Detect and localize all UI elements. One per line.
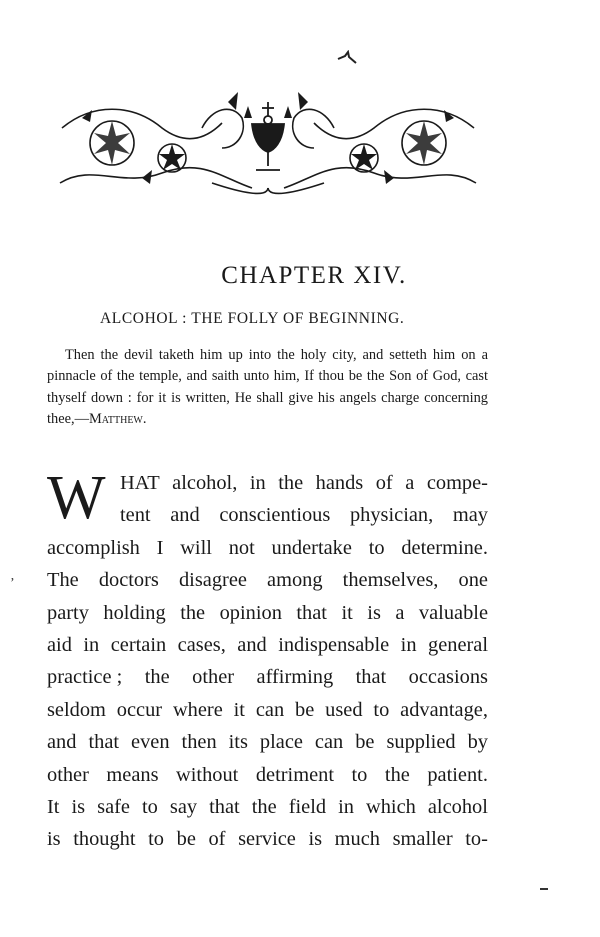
body-word: disagree — [178, 569, 247, 592]
chapter-title: CHAPTER XIV. — [221, 262, 407, 289]
body-word: themselves, — [342, 569, 439, 592]
body-word: and — [237, 634, 267, 656]
body-word: It — [47, 796, 60, 818]
body-word: a — [405, 472, 415, 494]
body-word: where — [172, 698, 223, 721]
body-line — [47, 759, 488, 791]
body-word: seldom — [47, 698, 106, 721]
floral-chalice-ornament-icon — [52, 88, 484, 203]
body-word: alcohol — [427, 796, 488, 818]
body-word: hands — [315, 472, 364, 494]
body-word: is — [308, 828, 323, 851]
body-word: may — [452, 504, 488, 527]
body-word: that — [209, 796, 240, 818]
body-word: it — [233, 698, 245, 721]
body-word: much — [334, 828, 380, 851]
body-word: advantage, — [400, 698, 488, 721]
body-word: in — [83, 634, 100, 656]
body-line — [120, 499, 488, 531]
body-word: means — [106, 763, 159, 786]
body-word: the — [251, 796, 277, 818]
body-word: say — [169, 796, 198, 818]
body-word: which — [366, 796, 416, 818]
body-word: place — [259, 731, 303, 754]
body-word: to — [148, 828, 165, 851]
body-word: general — [428, 634, 488, 656]
body-word: The — [47, 569, 79, 592]
body-word: tent — [120, 504, 151, 527]
body-word: to — [351, 763, 368, 786]
body-line — [47, 629, 488, 661]
body-word: other — [192, 666, 235, 689]
body-word: to — [373, 698, 390, 721]
body-word: of — [375, 472, 393, 494]
body-word: patient. — [427, 763, 488, 786]
margin-mark-icon: ’ — [10, 576, 15, 591]
body-word: physician, — [349, 504, 434, 527]
body-word: occur — [116, 698, 163, 721]
body-word: detriment — [255, 763, 334, 786]
body-word: HAT — [120, 472, 160, 494]
body-word: even — [131, 731, 170, 754]
body-word: the — [278, 472, 304, 494]
body-word: is — [47, 828, 61, 851]
body-word: be — [295, 698, 315, 721]
body-word: to — [368, 536, 385, 559]
body-word: service — [238, 828, 296, 851]
body-word: thought — [73, 828, 136, 851]
body-word: in — [249, 472, 266, 494]
body-line — [47, 694, 488, 726]
body-line — [120, 467, 488, 499]
body-word: will — [180, 536, 212, 559]
body-word: supplied — [386, 731, 456, 754]
body-word: affirming — [256, 666, 334, 689]
drop-cap: W — [47, 464, 106, 532]
body-word: to- — [465, 828, 488, 851]
body-word: to — [142, 796, 158, 818]
body-word: the — [384, 763, 410, 786]
body-word: indispensable — [278, 634, 390, 656]
body-word: cases, — [177, 634, 226, 656]
body-word: be — [176, 828, 196, 851]
body-word: and — [170, 504, 200, 527]
body-line — [47, 791, 488, 823]
body-word: I — [156, 536, 164, 559]
body-word: and — [47, 731, 77, 754]
body-word: alcohol, — [172, 472, 238, 494]
epigraph-attribution: Matthew. — [88, 410, 147, 427]
body-word: practice ; — [47, 666, 123, 689]
body-word: can — [314, 731, 344, 754]
body-line — [47, 564, 488, 596]
body-word: undertake — [271, 536, 352, 559]
body-word: it — [341, 601, 353, 624]
body-line — [47, 597, 488, 629]
body-word: doctors — [98, 569, 159, 592]
body-word: the — [180, 601, 206, 624]
body-word: conscientious — [219, 504, 331, 527]
body-word: aid — [47, 634, 72, 656]
body-word: determine. — [401, 536, 488, 559]
epigraph — [47, 345, 488, 430]
body-word: compe- — [426, 472, 488, 494]
footer-mark — [540, 888, 548, 890]
printer-mark-icon — [336, 50, 358, 66]
body-word: can — [255, 698, 285, 721]
chapter-subtitle: ALCOHOL : THE FOLLY OF BEGINNING. — [100, 310, 405, 327]
body-word: the — [144, 666, 170, 689]
body-line — [47, 661, 488, 693]
body-word: holding — [103, 601, 166, 624]
body-word: safe — [97, 796, 130, 818]
body-line — [47, 823, 488, 855]
body-word: that — [355, 666, 387, 689]
body-word: opinion — [219, 601, 282, 624]
body-word: without — [176, 763, 239, 786]
body-word: by — [467, 731, 488, 754]
body-line — [47, 726, 488, 758]
body-word: occasions — [408, 666, 488, 689]
body-word: is — [71, 796, 86, 818]
body-word: party — [47, 601, 89, 624]
body-word: one — [458, 569, 488, 592]
body-word: is — [367, 601, 381, 624]
body-word: other — [47, 763, 89, 786]
body-word: smaller — [392, 828, 453, 851]
body-word: accomplish — [47, 536, 140, 559]
body-word: be — [355, 731, 375, 754]
body-word: a — [395, 601, 405, 624]
body-word: not — [228, 536, 255, 559]
body-word: field — [288, 796, 327, 818]
body-word: in — [338, 796, 354, 818]
body-word: used — [325, 698, 363, 721]
body-word: among — [267, 569, 323, 592]
body-word: then — [181, 731, 217, 754]
body-line — [47, 532, 488, 564]
epigraph-text: Then the devil taketh him up into the holy city, and setteth him on a pinnacle of the temple, and saith unto him, If thou be the Son of God, cast thyself down : for it is written, He shall give his angels charge concerning thee,— — [47, 347, 488, 427]
body-word: in — [400, 634, 417, 656]
body-word: valuable — [418, 601, 488, 624]
body-word: certain — [110, 634, 167, 656]
body-word: that — [296, 601, 327, 624]
body-word: its — [228, 731, 248, 754]
body-word: that — [88, 731, 120, 754]
body-word: of — [208, 828, 226, 851]
